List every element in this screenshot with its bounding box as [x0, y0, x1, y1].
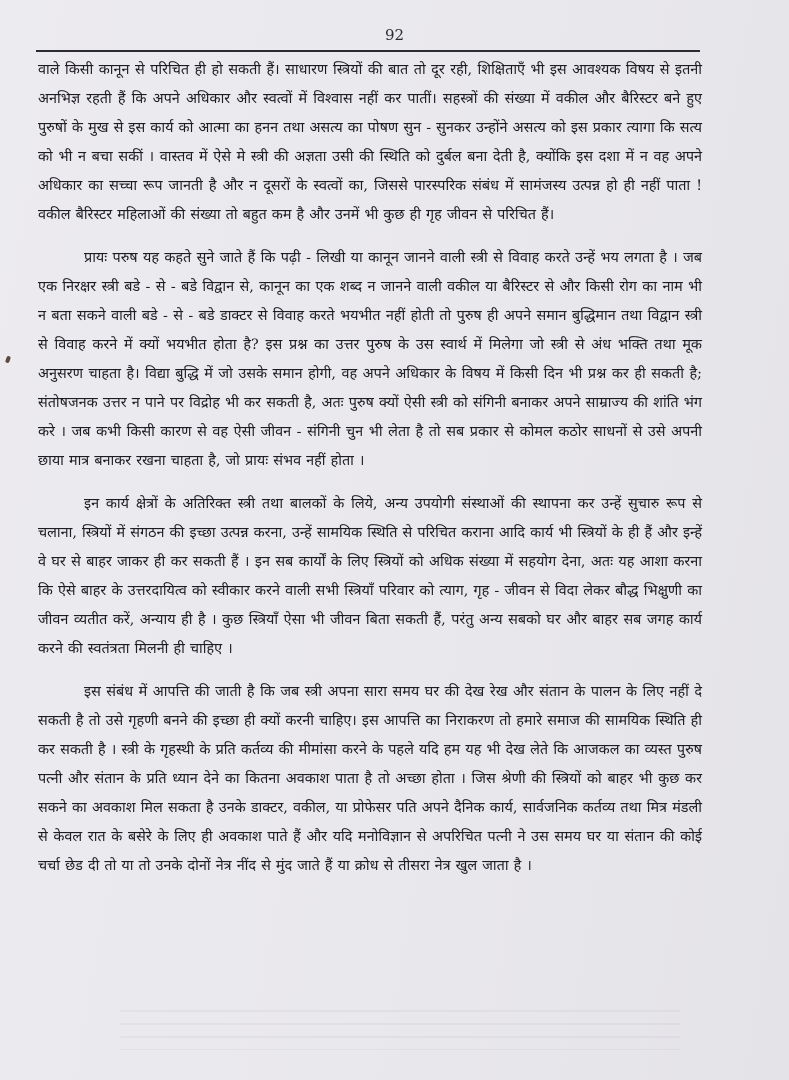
- page-number: 92: [384, 26, 405, 44]
- paragraph-4: इस संबंध में आपत्ति की जाती है कि जब स्त्री अपना सारा समय घर की देख रेख और संतान के पालन के लिए नहीं दे सकती है तो उसे गृहणी बनने की इच्छा ही क्यों करनी चाहिए। इस आपत्ति का निराकरण तो हमारे समाज की सामयिक स्थिति ही कर सकती है । स्त्री के गृहस्थी के प्रति कर्तव्य की मीमांसा करने के पहले यदि हम यह भी देख लेते कि आजकल का व्यस्त पुरुष पत्नी और संतान के प्रति ध्यान देने का कितना अवकाश पाता है तो अच्छा होता । जिस श्रेणी की स्त्रियों को बाहर भी कुछ कर सकने का अवकाश मिल सकता है उनके डाक्टर, वकील, या प्रोफेसर पति अपने दैनिक कार्य, सार्वजनिक कर्तव्य तथा मित्र मंडली से केवल रात के बसेरे के लिए ही अवकाश पाते हैं और यदि मनोविज्ञान से अपरिचित पत्नी ने उस समय घर या संतान की कोई चर्चा छेड दी तो या तो उनके दोनों नेत्र नींद से मुंद जाते हैं या क्रोध से तीसरा नेत्र खुल जाता है ।: [38, 684, 702, 874]
- body-text: [38, 56, 702, 881]
- header-rule: [36, 50, 700, 52]
- paragraph-3: इन कार्य क्षेत्रों के अतिरिक्त स्त्री तथा बालकों के लिये, अन्य उपयोगी संस्थाओं की स्थापना कर उन्हें सुचारु रूप से चलाना, स्त्रियों में संगठन की इच्छा उत्पन्न करना, उन्हें सामयिक स्थिति से परिचित कराना आदि कार्य भी स्त्रियों के ही हैं और इन्हें वे घर से बाहर जाकर ही कर सकती हैं । इन सब कार्यों के लिए स्त्रियों को अधिक संख्या में सहयोग देना, अतः यह आशा करना कि ऐसे बाहर के उत्तरदायित्व को स्वीकार करने वाली सभी स्त्रियाँ परिवार को त्याग, गृह - जीवन से विदा लेकर बौद्ध भिक्षुणी का जीवन व्यतीत करें, अन्याय ही है । कुछ स्त्रियाँ ऐसा भी जीवन बिता सकती हैं, परंतु अन्य सबको घर और बाहर सब जगह कार्य करने की स्वतंत्रता मिलनी ही चाहिए ।: [38, 496, 702, 657]
- paragraph-1: वाले किसी कानून से परिचित ही हो सकती हैं। साधारण स्त्रियों की बात तो दूर रही, शिक्षिताएँ भी इस आवश्यक विषय से इतनी अनभिज्ञ रहती हैं कि अपने अधिकार और स्वत्वों में विश्वास नहीं कर पातीं। सहस्त्रों की संख्या में वकील और बैरिस्टर बने हुए पुरुषों के मुख से इस कार्य को आत्मा का हनन तथा असत्य का पोषण सुन - सुनकर उन्होंने असत्य को इस प्रकार त्यागा कि सत्य को भी न बचा सकीं । वास्तव में ऐसे मे स्त्री की अज्ञता उसी की स्थिति को दुर्बल बना देती है, क्योंकि इस दशा में न वह अपने अधिकार का सच्चा रूप जानती है और न दूसरों के स्वत्वों का, जिससे पारस्परिक संबंध में सामंजस्य उत्पन्न हो ही नहीं पाता ! वकील बैरिस्टर महिलाओं की संख्या तो बहुत कम है और उनमें भी कुछ ही गृह जीवन से परिचित हैं।: [38, 62, 702, 223]
- margin-ink-mark: [5, 356, 11, 364]
- paragraph-2: प्रायः परुष यह कहते सुने जाते हैं कि पढ़ी - लिखी या कानून जानने वाली स्त्री से विवाह करते उन्हें भय लगता है । जब एक निरक्षर स्त्री बडे - से - बडे विद्वान से, कानून का एक शब्द न जानने वाली वकील या बैरिस्टर से और किसी रोग का नाम भी न बता सकने वाली बडे - से - बडे डाक्टर से विवाह करते भयभीत नहीं होती तो पुरुष ही अपने समान बुद्धिमान तथा विद्वान स्त्री से विवाह करने में क्यों भयभीत होता है? इस प्रश्न का उत्तर पुरुष के उस स्वार्थ में मिलेगा जो स्त्री से अंध भक्ति तथा मूक अनुसरण चाहता है। विद्या बुद्धि में जो उसके समान होगी, वह अपने अधिकार के विषय में किसी दिन भी प्रश्न कर ही सकती है; संतोषजनक उत्तर न पाने पर विद्रोह भी कर सकती है, अतः पुरुष क्यों ऐसी स्त्री को संगिनी बनाकर अपने साम्राज्य की शांति भंग करे । जब कभी किसी कारण से वह ऐसी जीवन - संगिनी चुन भी लेता है तो सब प्रकार से कोमल कठोर साधनों से उसे अपनी छाया मात्र बनाकर रखना चाहता है, जो प्रायः संभव नहीं होता ।: [38, 250, 702, 469]
- bleed-through-text: [120, 1010, 680, 1050]
